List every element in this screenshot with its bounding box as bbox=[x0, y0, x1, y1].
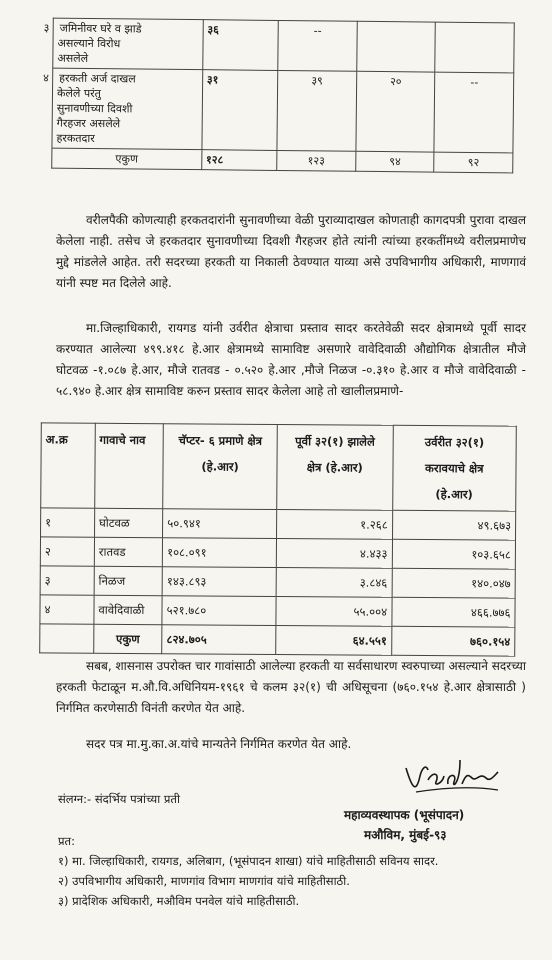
row-number: ४ bbox=[43, 71, 49, 85]
header-line: करावयाचे क्षेत्र bbox=[425, 461, 484, 476]
table-cell: ९४ bbox=[356, 151, 435, 172]
cell-chapter6-area: १०८.०९१ bbox=[163, 538, 277, 568]
cell-remaining-area: १४०.०४७ bbox=[392, 568, 516, 598]
table-row bbox=[40, 537, 515, 569]
column-header-village: गावाचे नाव bbox=[95, 423, 164, 508]
copy-heading: प्रत: bbox=[58, 834, 75, 848]
row-desc-line: हरकतदार bbox=[56, 131, 95, 146]
cell-previous-area: ३.८४६ bbox=[276, 567, 392, 597]
village-area-table bbox=[39, 422, 517, 656]
table-cell: -- bbox=[278, 20, 357, 71]
header-line: चॅप्टर- ६ प्रमाणे क्षेत्र bbox=[178, 433, 263, 448]
table-row-total bbox=[40, 624, 515, 656]
header-line: उर्वरीत ३२(१) bbox=[424, 435, 485, 450]
row-desc-line: गैरहजर असलेले bbox=[56, 116, 121, 131]
table-cell: १२८ bbox=[201, 150, 276, 171]
table-header-row bbox=[41, 423, 517, 511]
row-desc-line: हरकती अर्ज दाखल bbox=[59, 71, 136, 86]
row-desc-line: जमिनीवर घरे व झाडे bbox=[59, 21, 142, 36]
cell-remaining-area: ४९.६७३ bbox=[392, 510, 516, 540]
column-header-chapter6-area bbox=[163, 424, 277, 510]
row-desc-line: सुनावणीच्या दिवशी bbox=[56, 101, 133, 116]
table-cell bbox=[435, 22, 514, 73]
handwritten-signature bbox=[402, 754, 502, 798]
paragraph-approval: सदर पत्र मा.मु.का.अ.यांचे मान्यतेने निर्गमित करणेत येत आहे. bbox=[86, 737, 352, 751]
table-cell: ३९ bbox=[277, 70, 357, 151]
row-desc-line: केलेले परंतु bbox=[56, 86, 101, 101]
header-line: (हे.आर) bbox=[435, 487, 473, 502]
cell-total-remaining: ७६०.१५४ bbox=[391, 626, 515, 656]
cell-chapter6-area: १४३.८९३ bbox=[162, 567, 276, 597]
paragraph-proposal: मा.जिल्हाधिकारी, रायगड यांनी उर्वरीत क्षेत्राचा प्रस्ताव सादर करतेवेळी सदर क्षेत्रामध्ये पूर्वी सादर करण्यात आलेल्या ४९९.४१८ हे.आर क्षेत्रामध्ये सामाविष्ट असणारे वावेदिवाळी औद्योगिक क्षेत्रातील मौजे घोटवळ -१.०८७ हे.आर, मौजे रातवड - ०.५२० हे.आर ,मौजे निळज -०.३१० हे.आर व मौजे वावेदिवाळी - ५८.९४० हे.आर क्षेत्र सामाविष्ट करुन प्रस्ताव सादर केलेला आहे तो खालीलप्रमाणे- bbox=[56, 321, 526, 398]
row-desc-line: असल्याने विरोध bbox=[57, 36, 121, 51]
cell-chapter6-area: ५०.९४१ bbox=[163, 509, 277, 539]
cell-empty bbox=[40, 624, 94, 653]
table-cell: -- bbox=[434, 72, 513, 153]
paragraph-request: सबब, शासनास उपरोक्त चार गावांसाठी आलेल्या हरकती या सर्वसाधारण स्वरुपाच्या असल्याने सदरच्या हरकती फेटाळून म.औ.वि.अधिनियम-१९६१ चे कलम ३२(१) ची अधिसूचना (७६०.१५४ हे.आर क्षेत्रासाठी ) निर्गमित करणेसाठी विनंती करणेत येत आहे. bbox=[56, 659, 526, 715]
table-row bbox=[40, 566, 515, 598]
table-row-total bbox=[52, 148, 513, 173]
table-cell: ९२ bbox=[434, 152, 513, 173]
objections-summary-table bbox=[43, 18, 515, 174]
cell-village: वावेदिवाळी bbox=[94, 595, 163, 624]
cell-total-previous: ६४.५५१ bbox=[276, 625, 392, 655]
row-desc-line: असलेले bbox=[57, 51, 89, 65]
table-row bbox=[53, 18, 514, 73]
copy-item: ३) प्रादेशिक अधिकारी, मऔविम पनवेल यांचे माहितीसाठी. bbox=[58, 894, 300, 908]
column-header-serial: अ.क्र bbox=[41, 423, 95, 508]
cell-serial: २ bbox=[40, 537, 94, 566]
total-label: एकुण bbox=[94, 624, 163, 653]
cell-total-chapter6: ८२४.७०५ bbox=[162, 625, 276, 655]
table-cell bbox=[357, 21, 436, 72]
total-label: एकुण bbox=[52, 148, 202, 170]
table-cell-description bbox=[43, 18, 203, 70]
table-cell: ३१ bbox=[202, 70, 278, 151]
header-line: (हे.आर) bbox=[201, 459, 239, 474]
header-line: पूर्वी ३२(१) झालेले bbox=[295, 434, 375, 449]
row-number: ३ bbox=[43, 21, 50, 35]
copy-item: २) उपविभागीय अधिकारी, माणगांव विभाग माणगांव यांचे माहितीसाठी. bbox=[58, 874, 350, 888]
column-header-previous-area bbox=[277, 424, 393, 510]
table-row bbox=[40, 595, 515, 627]
enclosure-note: संलग्न:- संदर्भिय पत्रांच्या प्रती bbox=[58, 792, 180, 806]
table-cell: २० bbox=[356, 71, 435, 152]
column-header-remaining-area bbox=[392, 425, 516, 511]
table-cell: ३६ bbox=[203, 20, 279, 71]
cell-chapter6-area: ५२१.७८० bbox=[162, 596, 276, 626]
cell-village: रातवड bbox=[94, 537, 163, 566]
copy-item: १) मा. जिल्हाधिकारी, रायगड, अलिबाग, (भूसंपादन शाखा) यांचे माहितीसाठी सविनय सादर. bbox=[58, 854, 439, 868]
table-row bbox=[41, 508, 516, 540]
cell-serial: ४ bbox=[40, 595, 94, 624]
cell-serial: ३ bbox=[40, 566, 94, 595]
cell-serial: १ bbox=[41, 508, 95, 537]
signatory-office: मऔविम, मुंबई-९३ bbox=[364, 828, 447, 842]
table-cell: १२३ bbox=[277, 150, 356, 171]
cell-previous-area: ४.४३३ bbox=[276, 538, 392, 568]
cell-remaining-area: १०३.६५८ bbox=[392, 539, 516, 569]
cell-village: घोटवळ bbox=[94, 508, 163, 537]
cell-village: निळज bbox=[94, 566, 163, 595]
cell-previous-area: १.२६८ bbox=[277, 509, 393, 539]
signatory-title: महाव्यवस्थापक (भूसंपादन) bbox=[344, 808, 465, 822]
table-row bbox=[52, 68, 514, 153]
header-line: क्षेत्र (हे.आर) bbox=[306, 460, 363, 475]
paragraph-hearing-summary: वरीलपैकी कोणत्याही हरकतदारांनी सुनावणीच्या वेळी पुराव्यादाखल कोणताही कागदपत्री पुरावा दाखल केलेला नाही. तसेच जे हरकतदार सुनावणीच्या दिवशी गैरहजर होते त्यांनी त्यांच्या हरकतींमध्ये वरीलप्रमाणेच मुद्दे मांडलेले आहेत. तरी सदरच्या हरकती या निकाली ठेवण्यात याव्या असे उपविभागीय अधिकारी, माणगावं यांनी स्पष्ट मत दिलेले आहे. bbox=[56, 213, 526, 290]
table-cell-description bbox=[43, 68, 203, 150]
cell-remaining-area: ४६६.७७६ bbox=[392, 597, 516, 627]
cell-previous-area: ५५.००४ bbox=[276, 596, 392, 626]
